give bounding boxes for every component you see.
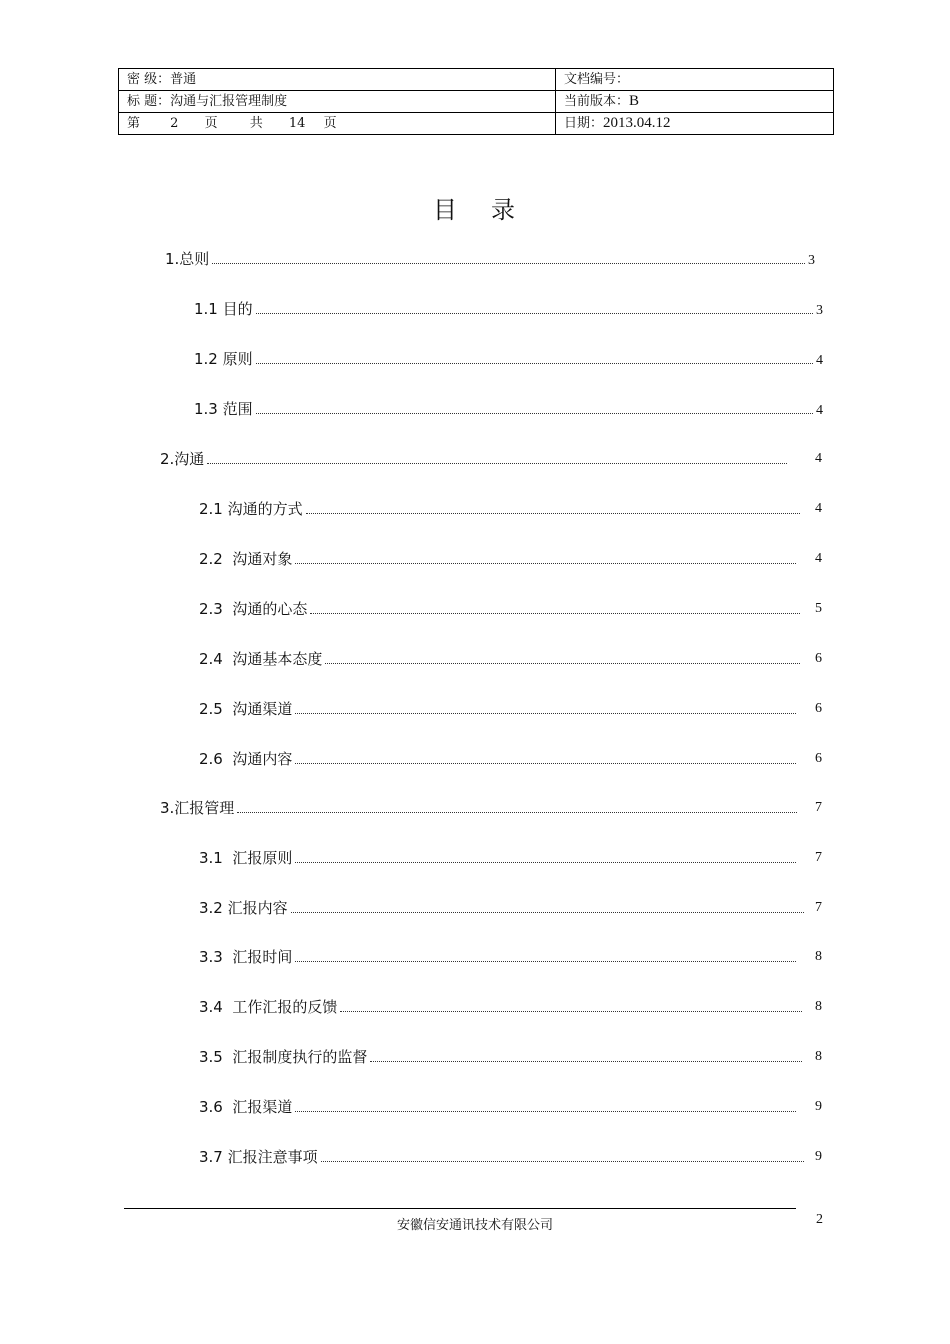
dot-leader — [370, 1060, 802, 1062]
toc-entry-3-3[interactable] — [199, 945, 799, 967]
toc-entry-label: 1.总则 — [165, 250, 210, 268]
dot-leader — [207, 462, 787, 464]
toc-entry-label: 3.1 汇报原则 — [199, 849, 293, 867]
date-cell — [556, 113, 834, 135]
toc-entry-label: 3.2 汇报内容 — [199, 899, 288, 917]
toc-entry-label: 1.2 原则 — [194, 350, 253, 368]
dot-leader — [340, 1010, 802, 1012]
toc-entry-page: 4 — [815, 501, 822, 516]
toc-entry-label: 2.1 沟通的方式 — [199, 500, 303, 518]
toc-entry-page: 5 — [815, 601, 822, 616]
toc-entry-page: 9 — [815, 1099, 822, 1114]
doc-number-label: 文档编号： — [564, 72, 630, 87]
toc-entry-page: 9 — [815, 1149, 822, 1164]
toc-entry-3-5[interactable] — [199, 1045, 805, 1067]
toc-entry-2-1[interactable] — [199, 497, 803, 519]
toc-entry-1-1[interactable] — [194, 297, 823, 319]
toc-title — [0, 190, 950, 225]
date-value: 2013.04.12 — [603, 115, 671, 131]
dot-leader — [306, 512, 800, 514]
security-level-label: 密 级： — [127, 72, 171, 87]
footer-page-number: 2 — [816, 1212, 823, 1227]
toc-entry-label: 2.沟通 — [160, 450, 205, 468]
toc-entry-page: 6 — [815, 701, 822, 716]
toc-entry-1[interactable] — [165, 247, 815, 269]
toc-entry-3[interactable] — [160, 796, 800, 818]
toc-entry-page: 3 — [808, 253, 815, 268]
toc-entry-page: 8 — [815, 949, 822, 964]
toc-entry-page: 8 — [815, 999, 822, 1014]
dot-leader — [321, 1160, 804, 1162]
dot-leader — [291, 911, 804, 913]
toc-entry-page: 8 — [815, 1049, 822, 1064]
dot-leader — [256, 412, 813, 414]
toc-entry-label: 3.5 汇报制度执行的监督 — [199, 1048, 368, 1066]
toc-entry-3-6[interactable] — [199, 1095, 799, 1117]
toc-entry-3-1[interactable] — [199, 846, 799, 868]
toc-entry-page: 6 — [815, 751, 822, 766]
toc-title-char: 目 — [433, 196, 459, 224]
dot-leader — [295, 712, 796, 714]
page-prefix: 第 — [127, 116, 141, 131]
toc-entry-page: 4 — [815, 451, 822, 466]
dot-leader — [256, 362, 813, 364]
dot-leader — [295, 762, 796, 764]
title-cell — [119, 91, 556, 113]
dot-leader — [325, 662, 800, 664]
toc-entry-label: 3.汇报管理 — [160, 799, 235, 817]
toc-entry-page: 7 — [815, 900, 822, 915]
toc-entry-page: 3 — [816, 303, 823, 318]
toc-entry-3-7[interactable] — [199, 1145, 807, 1167]
dot-leader — [295, 861, 796, 863]
toc-entry-label: 3.3 汇报时间 — [199, 948, 293, 966]
security-level-value: 普通 — [170, 72, 197, 87]
toc-title-char: 录 — [491, 196, 517, 224]
doc-number-cell — [556, 69, 834, 91]
toc-entry-1-3[interactable] — [194, 397, 823, 419]
toc-entry-label: 3.7 汇报注意事项 — [199, 1148, 318, 1166]
toc-entry-label: 2.2 沟通对象 — [199, 550, 293, 568]
toc-entry-page: 4 — [816, 353, 823, 368]
page-number: 2 — [170, 116, 179, 131]
total-prefix: 共 — [249, 116, 263, 131]
version-label: 当前版本： — [564, 94, 630, 109]
toc-entry-2-5[interactable] — [199, 697, 799, 719]
toc-entry-label: 2.5 沟通渠道 — [199, 700, 293, 718]
toc-entry-page: 7 — [815, 850, 822, 865]
toc-entry-label: 1.1 目的 — [194, 300, 253, 318]
toc-entry-label: 2.6 沟通内容 — [199, 750, 293, 768]
toc-entry-page: 4 — [816, 403, 823, 418]
toc-entry-2-6[interactable] — [199, 747, 799, 769]
toc-entry-3-4[interactable] — [199, 995, 805, 1017]
toc-entry-label: 1.3 范围 — [194, 400, 253, 418]
security-level-cell — [119, 69, 556, 91]
footer-company: 安徽信安通讯技术有限公司 — [396, 1218, 553, 1233]
toc-entry-label: 2.3 沟通的心态 — [199, 600, 308, 618]
dot-leader — [295, 960, 796, 962]
toc-entry-label: 3.6 汇报渠道 — [199, 1098, 293, 1116]
toc-entry-3-2[interactable] — [199, 896, 807, 918]
toc-entry-page: 7 — [815, 800, 822, 815]
page-unit: 页 — [204, 116, 218, 131]
toc-entry-2-4[interactable] — [199, 647, 803, 669]
toc-entry-2-3[interactable] — [199, 597, 803, 619]
footer-divider — [124, 1208, 796, 1209]
toc-entry-2[interactable] — [160, 447, 790, 469]
toc-entry-page: 6 — [815, 651, 822, 666]
document-header-table — [118, 68, 834, 135]
toc-entry-1-2[interactable] — [194, 347, 823, 369]
dot-leader — [237, 811, 797, 813]
dot-leader — [310, 612, 800, 614]
date-label: 日期： — [564, 116, 604, 131]
title-label: 标 题： — [127, 94, 171, 109]
dot-leader — [256, 312, 813, 314]
version-value: B — [629, 93, 640, 109]
title-value: 沟通与汇报管理制度 — [170, 94, 288, 109]
page-info-cell — [119, 113, 556, 135]
dot-leader — [295, 562, 796, 564]
version-cell — [556, 91, 834, 113]
total-unit: 页 — [323, 116, 337, 131]
dot-leader — [295, 1110, 796, 1112]
dot-leader — [212, 262, 805, 264]
toc-entry-2-2[interactable] — [199, 547, 799, 569]
total-number: 14 — [288, 116, 306, 131]
toc-entry-page: 4 — [815, 551, 822, 566]
toc-entry-label: 3.4 工作汇报的反馈 — [199, 998, 338, 1016]
toc-entry-label: 2.4 沟通基本态度 — [199, 650, 323, 668]
